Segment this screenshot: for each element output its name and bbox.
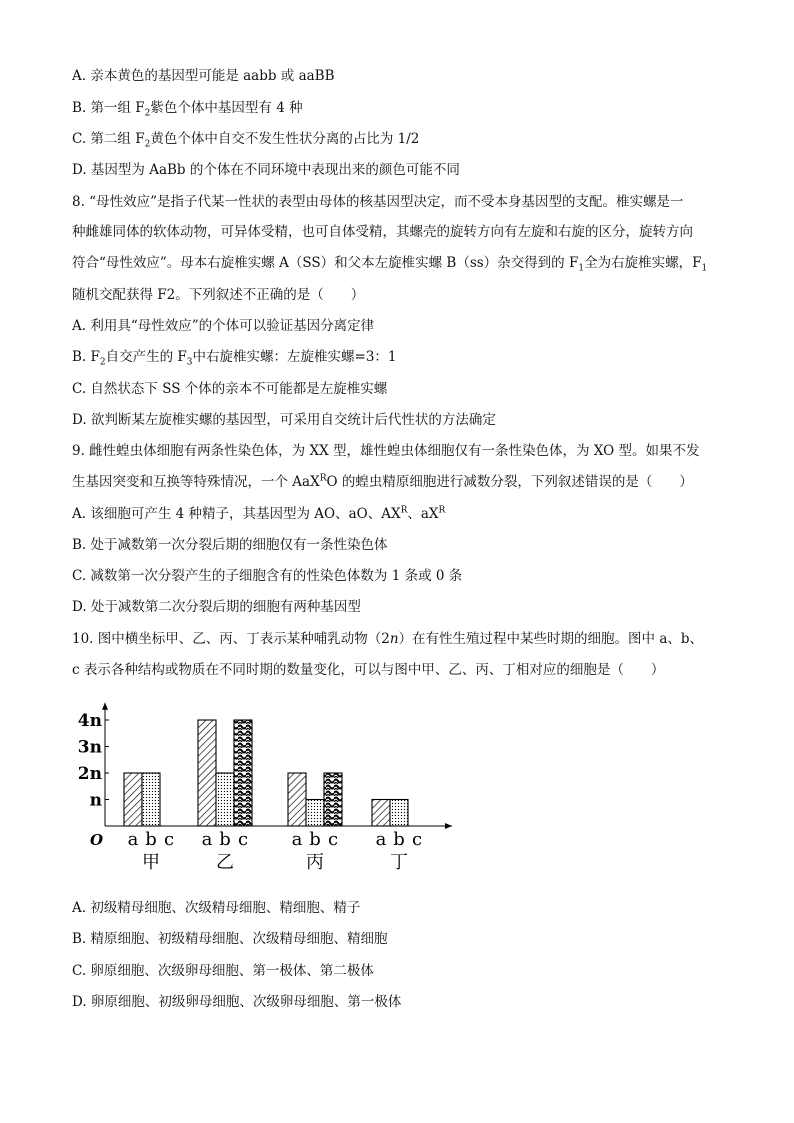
q8-option-d[interactable]: [72, 410, 496, 430]
y-axis-arrow: [102, 703, 108, 710]
q9-option-a[interactable]: [72, 504, 445, 524]
origin-label: O: [90, 831, 104, 849]
category-label: 丙: [306, 852, 324, 873]
sub-label-a: a: [127, 829, 139, 850]
q8-option-a[interactable]: [72, 316, 374, 336]
sub-label-a: a: [375, 829, 387, 850]
sub-label-c: c: [327, 829, 339, 850]
q9-option-c[interactable]: [72, 566, 462, 586]
subscript: 2: [144, 108, 151, 119]
q10-option-a[interactable]: [72, 898, 360, 918]
q7-option-a[interactable]: [72, 66, 335, 86]
q9-line2-a: 生基因突变和互换等特殊情况，一个 AaX: [72, 474, 320, 490]
y-tick-label: n: [89, 790, 102, 811]
bar-b: [306, 800, 324, 827]
q10-line1-a: 10. 图中横坐标甲、乙、丙、丁表示某种哺乳动物（2: [72, 631, 390, 647]
subscript: 3: [186, 357, 193, 368]
y-tick-label: 3n: [77, 737, 102, 758]
q8-line3-b: 全为右旋椎实螺，F: [584, 255, 702, 271]
q8-option-b-text-end: 中右旋椎实螺：左旋椎实螺=3：1: [192, 349, 397, 365]
q9-option-b-text: B. 处于减数第一次分裂后期的细胞仅有一条性染色体: [72, 537, 388, 553]
y-tick-label: 4n: [77, 711, 102, 731]
x-axis-arrow: [445, 823, 452, 829]
q10-stem-line-2: c 表示各种结构或物质在不同时期的数量变化，可以与图中甲、乙、丙、丁相对应的细胞是（ ）: [72, 662, 665, 678]
q9-option-a-text: A. 该细胞可产生 4 种精子，其基因型为 AO、aO、AX: [72, 506, 401, 522]
bar-b: [216, 773, 234, 826]
subscript: 1: [701, 263, 708, 274]
subscript: 1: [578, 263, 585, 274]
subscript: 2: [144, 139, 151, 150]
q9-stem-line-1: 9. 雌性蝗虫体细胞有两条性染色体，为 XX 型，雄性蝗虫体细胞仅有一条性染色体，为 XO 型。如果不发: [72, 443, 700, 459]
q7-option-d-text: D. 基因型为 AaBb 的个体在不同环境中表现出来的颜色可能不同: [72, 162, 460, 178]
q7-option-b-text: B. 第一组 F: [72, 100, 145, 116]
q7-option-c-text-end: 黄色个体中自交不发生性状分离的占比为 1/2: [150, 131, 420, 147]
bar-chart: [70, 700, 470, 885]
q10-option-b-text: B. 精原细胞、初级精母细胞、次级精母细胞、精细胞: [72, 931, 388, 947]
q8-stem-line-4: 随机交配获得 F2。下列叙述不正确的是（ ）: [72, 287, 365, 303]
q9-option-b[interactable]: [72, 535, 388, 555]
category-label: 丁: [390, 852, 408, 873]
sub-label-a: a: [291, 829, 303, 850]
q8-stem-line-2: 种雌雄同体的软体动物，可异体受精，也可自体受精，其螺壳的旋转方向有左旋和右旋的区分，旋转方向: [72, 224, 693, 240]
q8-stem-line-1: 8. “母性效应”是指子代某一性状的表型由母体的核基因型决定，而不受本身基因型的支配。椎实螺是一: [72, 194, 684, 210]
sub-label-b: b: [219, 829, 231, 850]
bar-a: [288, 773, 306, 826]
bar-a: [372, 800, 390, 827]
bar-c: [234, 720, 252, 826]
q10-option-c-text: C. 卵原细胞、次级卵母细胞、第一极体、第二极体: [72, 963, 374, 979]
q7-option-a-text: A. 亲本黄色的基因型可能是 aabb 或 aaBB: [72, 68, 335, 84]
q8-option-b-text: B. F: [72, 349, 100, 365]
q9-option-c-text: C. 减数第一次分裂产生的子细胞含有的性染色体数为 1 条或 0 条: [72, 568, 463, 584]
sub-label-b: b: [309, 829, 321, 850]
q9-option-a-text-mid: 、aX: [407, 506, 439, 522]
q8-option-c[interactable]: [72, 379, 387, 399]
category-label: 甲: [142, 852, 160, 873]
q7-option-d[interactable]: [72, 160, 460, 180]
q7-option-b[interactable]: [72, 98, 303, 118]
q8-stem-line-3: [72, 253, 707, 273]
sub-label-c: c: [237, 829, 249, 850]
q9-line2-b: O 的蝗虫精原细胞进行减数分裂，下列叙述错误的是（ ）: [326, 474, 693, 490]
q9-stem-line-2: [72, 472, 693, 492]
q8-option-d-text: D. 欲判断某左旋椎实螺的基因型，可采用自交统计后代性状的方法确定: [72, 412, 496, 428]
q10-option-d-text: D. 卵原细胞、初级卵母细胞、次级卵母细胞、第一极体: [72, 994, 402, 1010]
q8-option-c-text: C. 自然状态下 SS 个体的亲本不可能都是左旋椎实螺: [72, 381, 388, 397]
chart-bars: [124, 720, 408, 826]
q10-option-a-text: A. 初级精母细胞、次级精母细胞、精细胞、精子: [72, 900, 361, 916]
bar-a: [198, 720, 216, 826]
q7-option-b-text-end: 紫色个体中基因型有 4 种: [150, 100, 303, 116]
q9-option-d-text: D. 处于减数第二次分裂后期的细胞有两种基因型: [72, 599, 361, 615]
italic-n: n: [389, 631, 399, 647]
q7-option-c-text: C. 第二组 F: [72, 131, 145, 147]
sub-label-a: a: [201, 829, 213, 850]
sub-label-b: b: [393, 829, 405, 850]
q10-option-c[interactable]: [72, 961, 374, 981]
sub-label-c: c: [163, 829, 175, 850]
superscript: R: [400, 505, 408, 516]
y-tick-label: 2n: [77, 764, 102, 784]
q8-option-a-text: A. 利用具“母性效应”的个体可以验证基因分离定律: [72, 318, 375, 334]
q8-option-b-text-mid: 自交产生的 F: [105, 349, 187, 365]
q10-option-d[interactable]: [72, 992, 401, 1012]
q9-option-d[interactable]: [72, 597, 361, 617]
bar-b: [390, 800, 408, 827]
q8-line3-a: 符合“母性效应”。母本右旋椎实螺 A（SS）和父本左旋椎实螺 B（ss）杂交得到的 F: [72, 255, 579, 271]
sub-label-b: b: [145, 829, 157, 850]
q8-option-b[interactable]: [72, 347, 397, 367]
superscript: R: [319, 473, 327, 484]
q10-option-b[interactable]: [72, 929, 388, 949]
sub-label-c: c: [411, 829, 423, 850]
bar-c: [324, 773, 342, 826]
q7-option-c[interactable]: [72, 129, 419, 149]
bar-a: [124, 773, 142, 826]
bar-b: [142, 773, 160, 826]
subscript: 2: [99, 357, 106, 368]
superscript: R: [438, 505, 446, 516]
q10-line1-b: ）在有性生殖过程中某些时期的细胞。图中 a、b、: [398, 631, 704, 647]
q10-stem-line-1: [72, 629, 703, 649]
category-label: 乙: [216, 852, 234, 873]
